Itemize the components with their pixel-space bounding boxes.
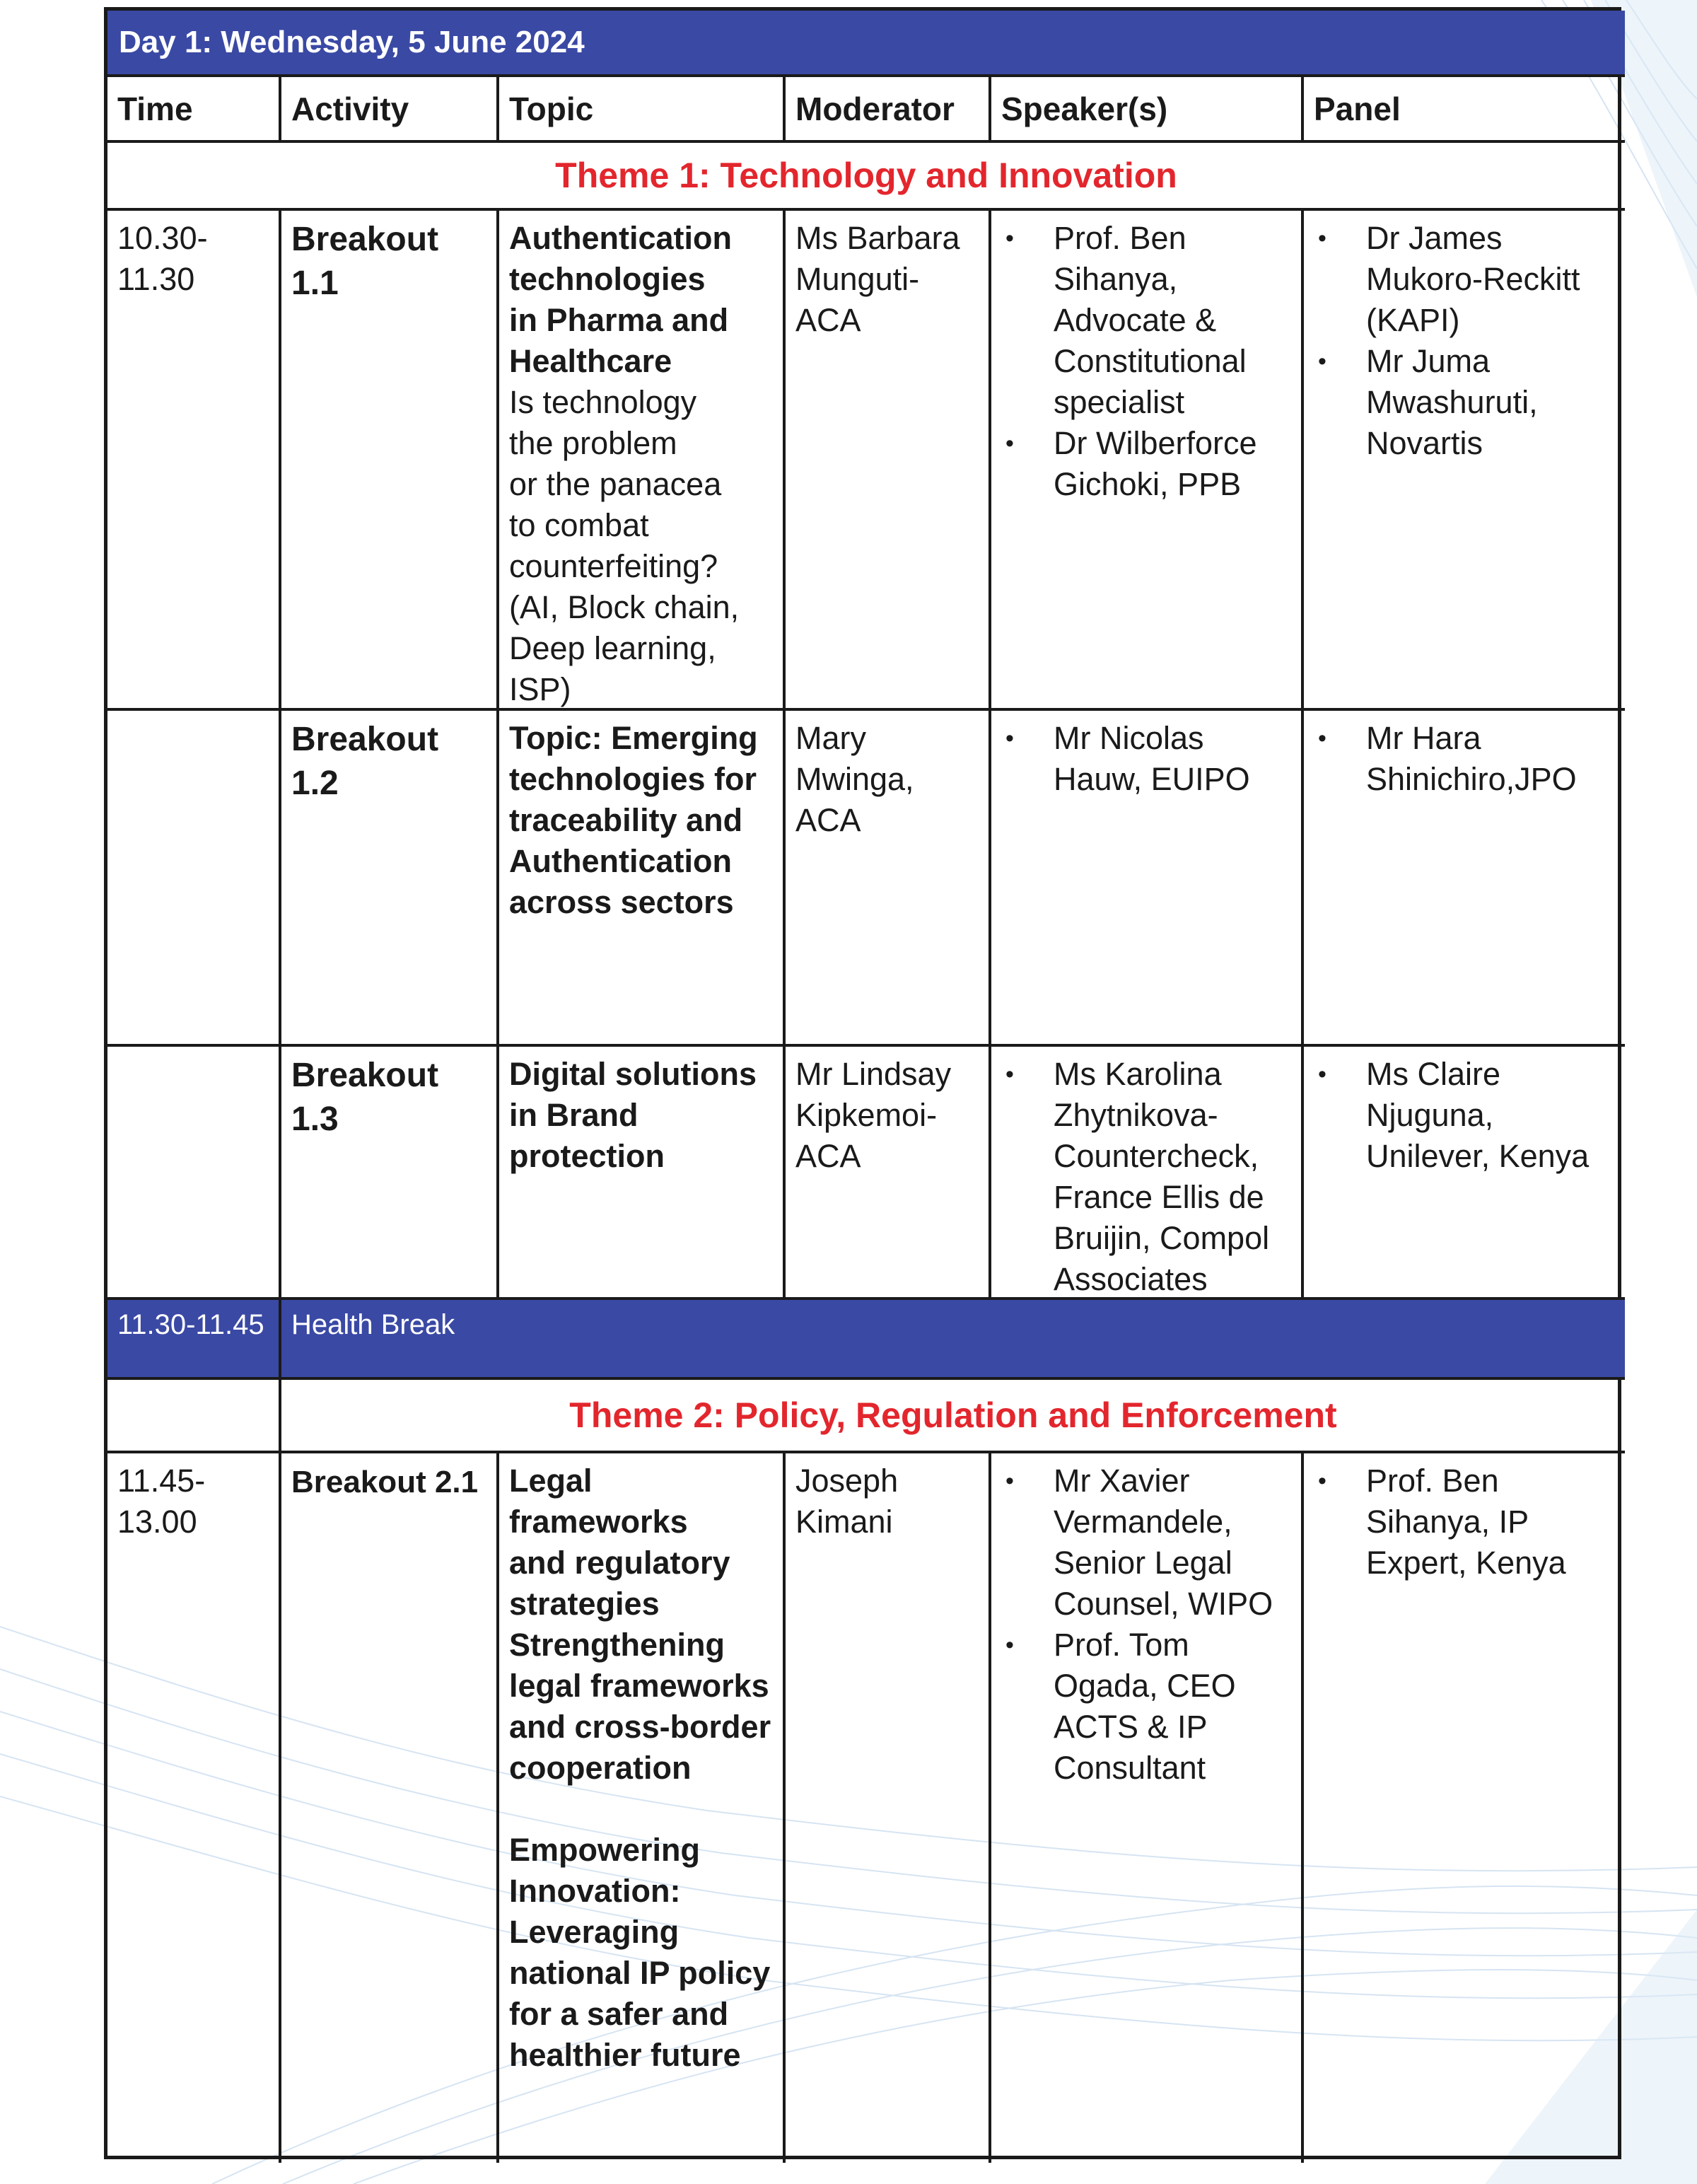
health-break-time: 11.30-11.45 bbox=[107, 1300, 281, 1380]
row-2-topic bbox=[499, 711, 786, 1047]
moderator-text: Mary Mwinga, ACA bbox=[795, 720, 914, 838]
speaker-item: • Mr Xavier Vermandele, Senior Legal Counsel, WIPO bbox=[1001, 1460, 1291, 1625]
row-1-time bbox=[107, 211, 281, 711]
panel-item: • Mr Juma Mwashuruti, Novartis bbox=[1314, 341, 1615, 464]
row-3-topic bbox=[499, 1047, 786, 1300]
row-4-topic bbox=[499, 1453, 786, 2163]
moderator-text: Ms Barbara Munguti- ACA bbox=[795, 220, 960, 338]
column-header-moderator: Moderator bbox=[786, 77, 991, 143]
row-2-activity bbox=[281, 711, 499, 1047]
row-3-panel bbox=[1304, 1047, 1625, 1300]
row-3-moderator bbox=[786, 1047, 991, 1300]
column-header-speakers: Speaker(s) bbox=[991, 77, 1304, 143]
row-2-moderator bbox=[786, 711, 991, 1047]
panel-item: • Mr Hara Shinichiro,JPO bbox=[1314, 718, 1615, 800]
speaker-item: • Mr Nicolas Hauw, EUIPO bbox=[1001, 718, 1291, 800]
row-1-activity bbox=[281, 211, 499, 711]
row-3-speakers bbox=[991, 1047, 1304, 1300]
row-1-moderator bbox=[786, 211, 991, 711]
row-1-topic bbox=[499, 211, 786, 711]
row-3-activity bbox=[281, 1047, 499, 1300]
column-header-panel: Panel bbox=[1304, 77, 1625, 143]
panel-list bbox=[1314, 218, 1615, 464]
topic-title-2: Empowering Innovation: Leveraging national IP policy for a safer and healthier future bbox=[509, 1832, 771, 2073]
activity-text: Breakout 1.3 bbox=[291, 1057, 439, 1138]
speaker-item: • Prof. Ben Sihanya, Advocate & Constitutional specialist bbox=[1001, 218, 1291, 423]
topic-body: Is technology the problem or the panacea to combat counterfeiting? (AI, Block chain, Deep learning, ISP) bbox=[509, 384, 740, 707]
row-4-speakers bbox=[991, 1453, 1304, 2163]
panel-list bbox=[1314, 718, 1615, 800]
panel-list bbox=[1314, 1460, 1615, 1584]
topic-title: Legal frameworks and regulatory strategies Strengthening legal frameworks and cross-border cooperation bbox=[509, 1463, 771, 1786]
column-header-activity: Activity bbox=[281, 77, 499, 143]
day-header: Day 1: Wednesday, 5 June 2024 bbox=[107, 11, 1625, 77]
health-break-label: Health Break bbox=[281, 1300, 1625, 1380]
moderator-text: Joseph Kimani bbox=[795, 1463, 899, 1540]
row-4-time bbox=[107, 1453, 281, 2163]
topic-title: Authentication technologies in Pharma and Healthcare bbox=[509, 220, 732, 379]
moderator-text: Mr Lindsay Kipkemoi- ACA bbox=[795, 1056, 952, 1174]
row-2-speakers bbox=[991, 711, 1304, 1047]
speaker-list bbox=[1001, 1054, 1291, 1300]
row-1-panel bbox=[1304, 211, 1625, 711]
speaker-item: • Ms Karolina Zhytnikova- Countercheck, France Ellis de Bruijin, Compol Associates bbox=[1001, 1054, 1291, 1300]
time-text: 10.30- 11.30 bbox=[117, 220, 208, 297]
activity-text: Breakout 1.2 bbox=[291, 721, 439, 802]
schedule-table bbox=[104, 7, 1621, 2159]
panel-item: • Ms Claire Njuguna, Unilever, Kenya bbox=[1314, 1054, 1615, 1177]
row-4-moderator bbox=[786, 1453, 991, 2163]
row-3-time bbox=[107, 1047, 281, 1300]
activity-text: Breakout 2.1 bbox=[291, 1465, 479, 1499]
panel-list bbox=[1314, 1054, 1615, 1177]
row-2-time bbox=[107, 711, 281, 1047]
speaker-item: • Dr Wilberforce Gichoki, PPB bbox=[1001, 423, 1291, 505]
topic-title: Topic: Emerging technologies for traceability and Authentication across sectors bbox=[509, 720, 758, 920]
panel-item: • Dr James Mukoro-Reckitt (KAPI) bbox=[1314, 218, 1615, 341]
activity-text: Breakout 1.1 bbox=[291, 221, 439, 302]
speaker-list bbox=[1001, 718, 1291, 800]
theme-2-spacer bbox=[107, 1380, 281, 1453]
speaker-item: • Prof. Tom Ogada, CEO ACTS & IP Consultant bbox=[1001, 1625, 1291, 1789]
row-4-activity bbox=[281, 1453, 499, 2163]
theme-1-heading: Theme 1: Technology and Innovation bbox=[107, 143, 1625, 211]
row-2-panel bbox=[1304, 711, 1625, 1047]
time-text: 11.45- 13.00 bbox=[117, 1463, 206, 1540]
theme-2-heading: Theme 2: Policy, Regulation and Enforcement bbox=[281, 1380, 1625, 1453]
row-4-panel bbox=[1304, 1453, 1625, 2163]
column-header-time: Time bbox=[107, 77, 281, 143]
panel-item: • Prof. Ben Sihanya, IP Expert, Kenya bbox=[1314, 1460, 1615, 1584]
speaker-list bbox=[1001, 1460, 1291, 1789]
row-1-speakers bbox=[991, 211, 1304, 711]
column-header-topic: Topic bbox=[499, 77, 786, 143]
speaker-list bbox=[1001, 218, 1291, 505]
topic-title: Digital solutions in Brand protection bbox=[509, 1056, 757, 1174]
